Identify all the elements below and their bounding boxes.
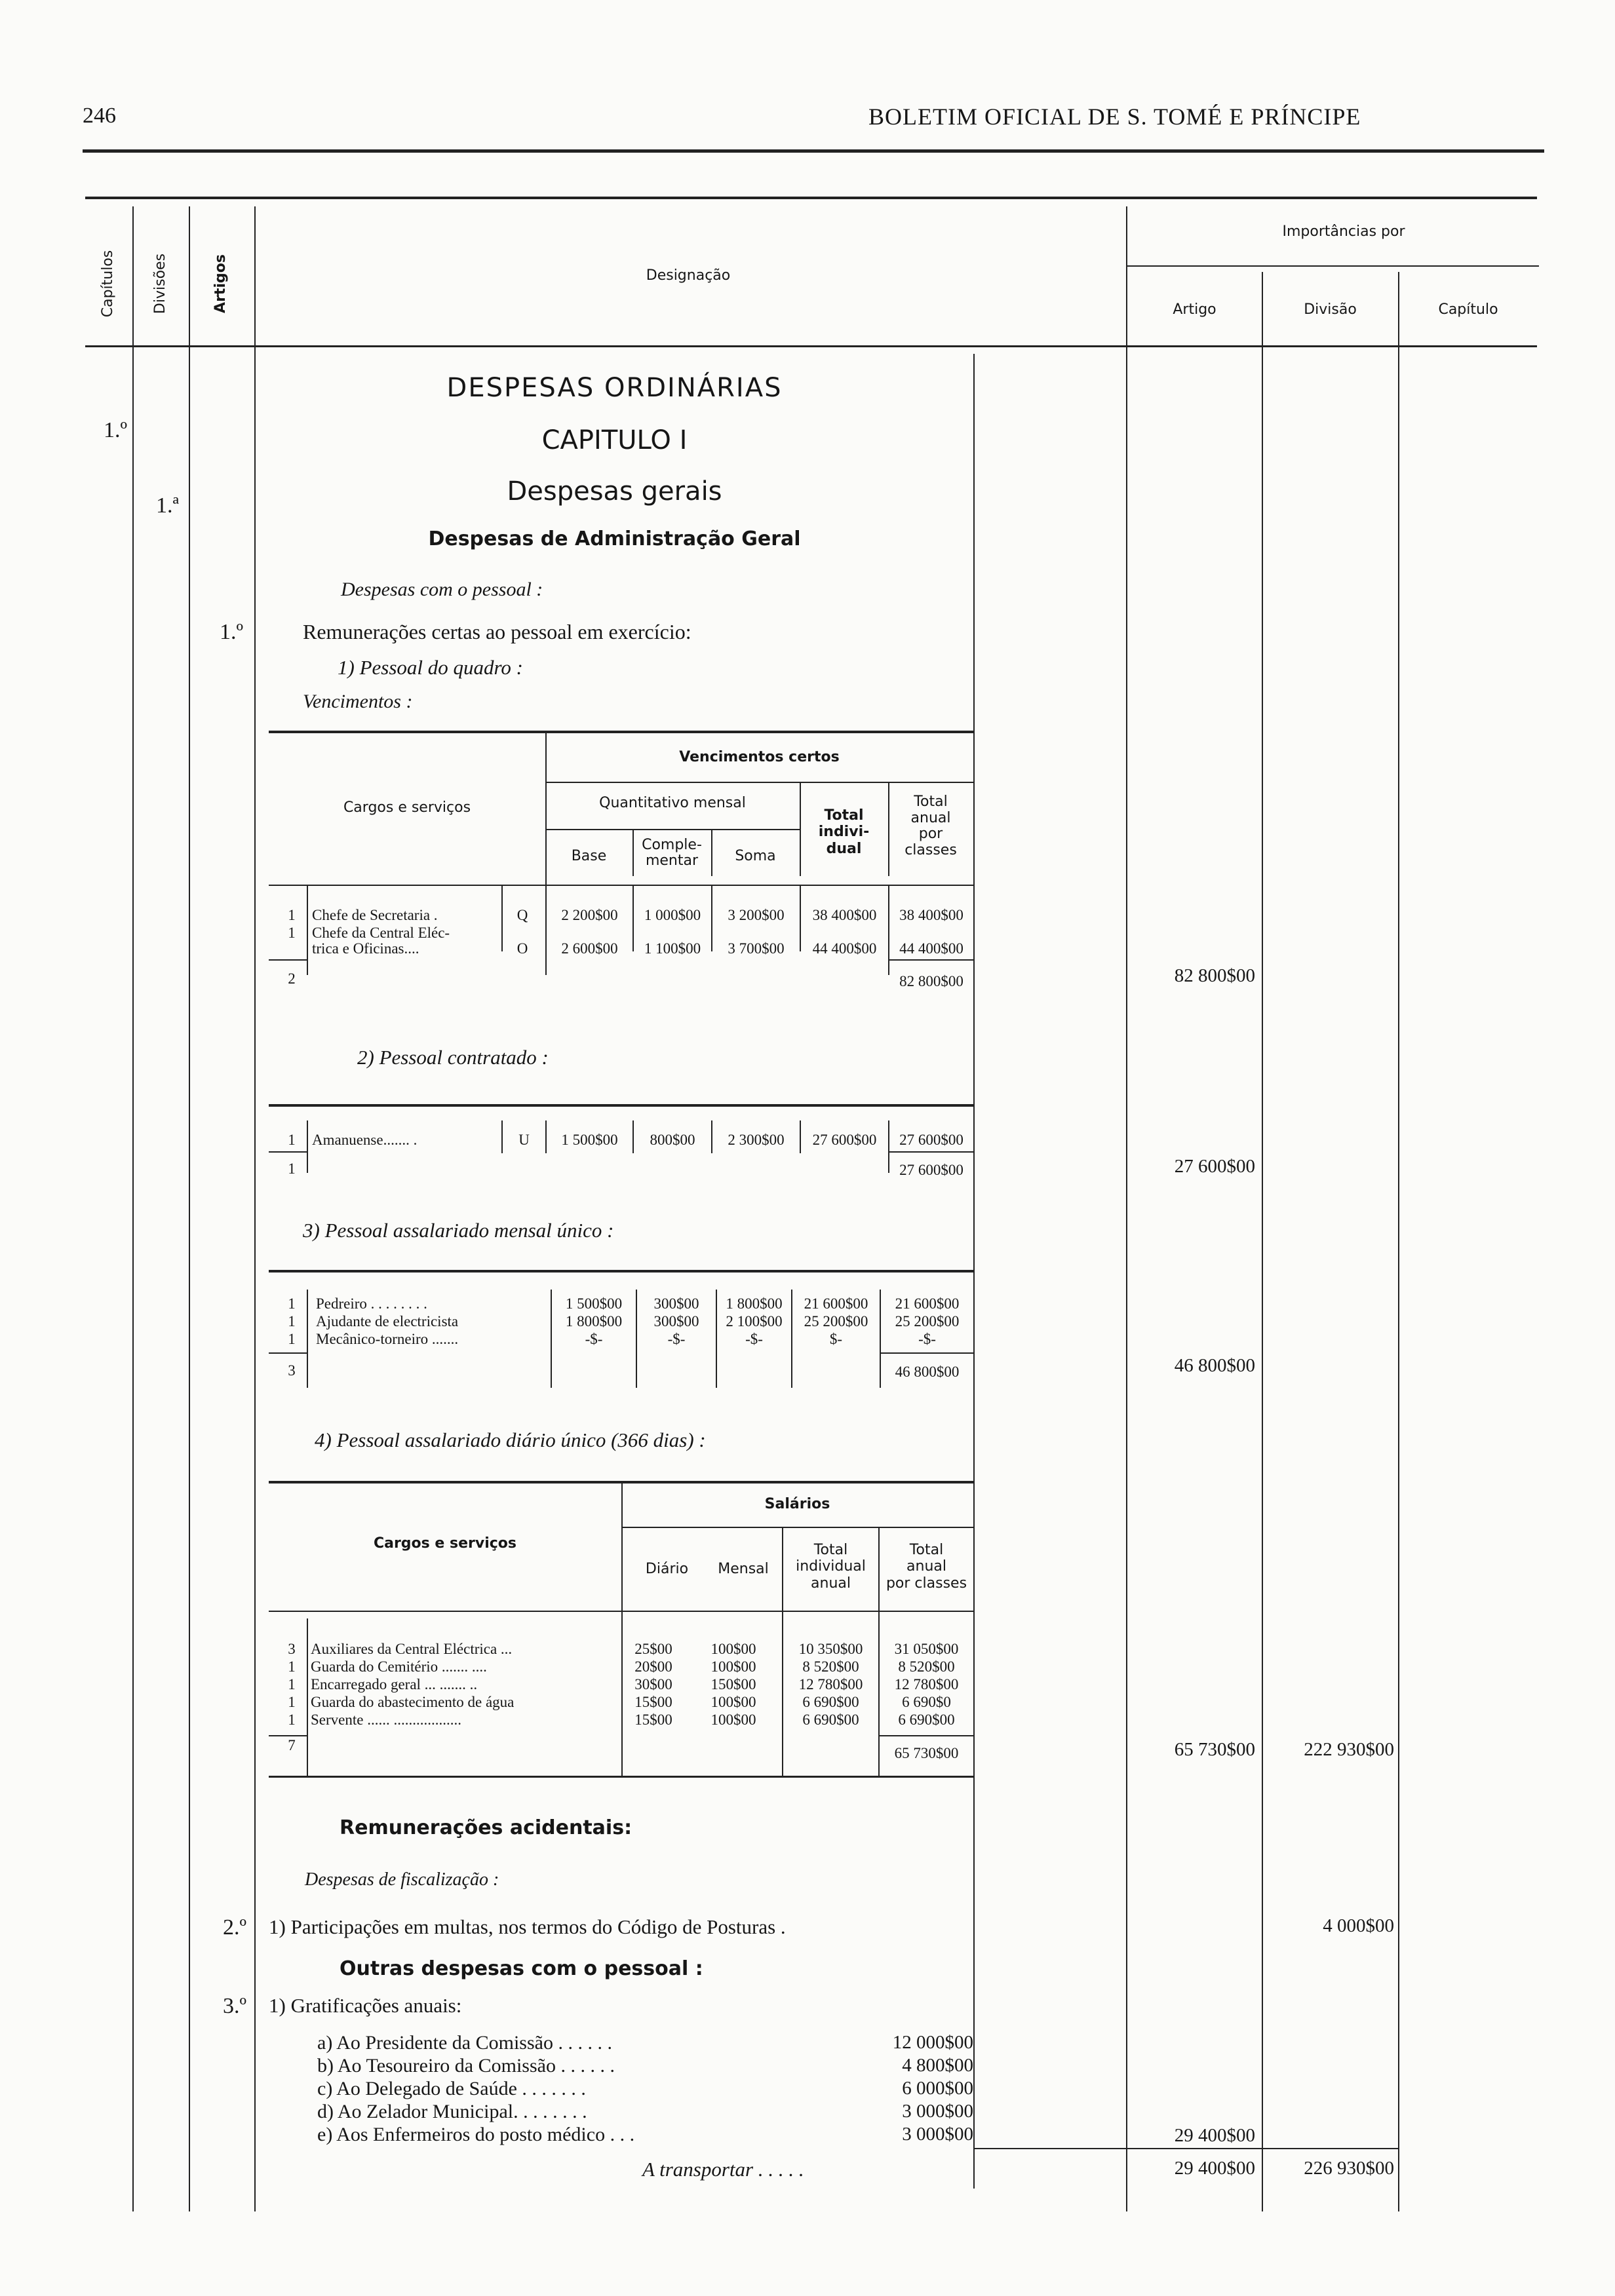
t1-r1-anual: 38 400$00	[899, 907, 963, 923]
mark-artigo-1: 1.º	[220, 620, 244, 644]
header-importancias: Importâncias por	[1282, 223, 1405, 240]
t2-r1-soma: 2 300$00	[728, 1132, 785, 1148]
t1-hdr-cargos: Cargos e serviços	[343, 799, 471, 816]
t4-r4-anual: 6 690$0	[902, 1694, 951, 1710]
t4-line-n	[307, 1618, 308, 1776]
t3-r2-comp: 300$00	[653, 1313, 699, 1330]
t1-r1-n: 1	[288, 907, 296, 923]
heading-administracao: Despesas de Administração Geral	[428, 527, 801, 550]
t1-r2-base: 2 600$00	[561, 940, 618, 957]
t2-r1-n: 1	[288, 1132, 296, 1148]
t3-r2-anual: 25 200$00	[895, 1313, 960, 1330]
t3-r3-comp: -$-	[667, 1331, 686, 1347]
header-divisoes: Divisões	[152, 253, 168, 315]
t4-hdr-total-classes: Total anual por classes	[885, 1542, 967, 1592]
t3-r1-soma: 1 800$00	[726, 1295, 783, 1312]
t1-r1-cls: Q	[516, 907, 528, 923]
t4-r4-cargo: Guarda do abastecimento de água	[311, 1694, 515, 1710]
header-capitulo: Capítulo	[1438, 301, 1498, 318]
t4-r2-mensal: 100$00	[710, 1658, 756, 1675]
t2-total-rule	[889, 1151, 973, 1153]
heading-com-pessoal: Despesas com o pessoal :	[341, 579, 543, 600]
transportar-label: A transportar . . . . .	[642, 2158, 804, 2181]
t2-line-n	[307, 1120, 308, 1173]
col-line-artigos	[254, 206, 256, 2211]
mark-capitulo: 1.º	[104, 418, 128, 442]
heading-despesas-ordinarias: DESPESAS ORDINÁRIAS	[446, 373, 783, 403]
t4-r5-mensal: 100$00	[710, 1712, 756, 1728]
t3-total: 46 800$00	[895, 1364, 960, 1380]
t4-hdr-diario: Diário	[645, 1561, 689, 1577]
header-designacao: Designação	[646, 267, 731, 284]
t3-r2-n: 1	[288, 1313, 296, 1330]
outras-item-e-value: 3 000$00	[902, 2124, 973, 2145]
t4-rule-salarios	[621, 1527, 973, 1528]
t3-r3-base: -$-	[585, 1331, 603, 1347]
t2-r1-anual: 27 600$00	[899, 1132, 963, 1148]
table-top-rule	[85, 197, 1537, 199]
sec4-title: 4) Pessoal assalariado diário único (366 dias) :	[315, 1428, 706, 1451]
t4-r3-mensal: 150$00	[710, 1676, 756, 1693]
t1-hdr-soma: Soma	[735, 848, 776, 864]
t4-r1-cargo: Auxiliares da Central Eléctrica ...	[311, 1641, 513, 1657]
t3-r1-cargo: Pedreiro . . . . . . . .	[316, 1295, 427, 1312]
t1-hdr-complementar: Comple- mentar	[642, 837, 702, 870]
t2-r1-ind: 27 600$00	[812, 1132, 877, 1148]
t4-r5-cargo: Servente ...... ..................	[311, 1712, 461, 1728]
t1-total-rule-n	[269, 959, 308, 961]
t4-r4-mensal: 100$00	[710, 1694, 756, 1710]
header-rule	[83, 149, 1544, 153]
t4-r2-cargo: Guarda do Cemitério ....... ....	[311, 1658, 487, 1675]
t4-total-n: 7	[288, 1737, 296, 1753]
heading-remuneracoes-certas: Remunerações certas ao pessoal em exercício:	[303, 620, 691, 643]
t1-rule-body	[269, 885, 973, 886]
t3-r3-n: 1	[288, 1331, 296, 1347]
t4-r3-ind: 12 780$00	[798, 1676, 863, 1693]
page-title: BOLETIM OFICIAL DE S. TOMÉ E PRÍNCIPE	[868, 104, 1361, 130]
t3-line-n	[307, 1290, 308, 1388]
t1-total-rule	[889, 959, 973, 961]
t4-hdr-cargos: Cargos e serviços	[373, 1535, 517, 1552]
t2-r1-cargo: Amanuense....... .	[312, 1132, 418, 1148]
t2-r1-cls: U	[518, 1132, 530, 1148]
t1-top-rule	[269, 731, 973, 733]
t3-r1-comp: 300$00	[653, 1295, 699, 1312]
acidentais-fiscalizacao: Despesas de fiscalização :	[305, 1869, 499, 1890]
t4-total-rule	[880, 1735, 973, 1736]
t4-r1-n: 3	[288, 1641, 296, 1657]
t2-top-rule	[269, 1104, 973, 1107]
heading-pessoal-quadro: 1) Pessoal do quadro :	[338, 656, 523, 679]
t1-hdr-base: Base	[571, 848, 607, 864]
t2-total-rule-n	[269, 1151, 308, 1153]
transportar-rule	[973, 2148, 1399, 2149]
t3-r2-base: 1 800$00	[565, 1313, 623, 1330]
t4-r5-anual: 6 690$00	[898, 1712, 955, 1728]
outras-item-d-label: d) Ao Zelador Municipal. . . . . . . .	[317, 2101, 587, 2122]
heading-vencimentos: Vencimentos :	[303, 691, 413, 712]
t3-top-rule	[269, 1270, 973, 1272]
t1-r2-n: 1	[288, 925, 296, 941]
header-capitulos: Capítulos	[100, 250, 116, 318]
t1-r2-ind: 44 400$00	[812, 940, 877, 957]
outras-item-c-label: c) Ao Delegado de Saúde . . . . . . .	[317, 2078, 586, 2099]
t2-r1-comp: 800$00	[650, 1132, 695, 1148]
t4-r3-cargo: Encarregado geral ... ....... ..	[311, 1676, 478, 1693]
t2-artigo-total: 27 600$00	[1174, 1156, 1255, 1177]
col-line-capitulo	[1398, 272, 1399, 2211]
outras-title: Outras despesas com o pessoal :	[340, 1957, 703, 1980]
t1-rule-quant	[545, 829, 800, 830]
outras-item-e-label: e) Aos Enfermeiros do posto médico . . .	[317, 2124, 635, 2145]
t1-r1-cargo: Chefe de Secretaria .	[312, 907, 438, 923]
mark-artigo-2: 2.º	[223, 1915, 247, 1940]
t3-total-n: 3	[288, 1362, 296, 1379]
outras-artigo-total: 29 400$00	[1174, 2125, 1255, 2146]
mark-artigo-3: 3.º	[223, 1994, 247, 2018]
t4-r4-n: 1	[288, 1694, 296, 1710]
page-number: 246	[83, 104, 116, 128]
t4-r1-diario: 25$00	[634, 1641, 672, 1657]
outras-item-b-label: b) Ao Tesoureiro da Comissão . . . . . .	[317, 2055, 615, 2076]
t4-divisao-total: 222 930$00	[1304, 1739, 1394, 1760]
t4-hdr-salarios: Salários	[764, 1496, 830, 1512]
t4-total-rule-n	[269, 1735, 308, 1736]
t3-r2-soma: 2 100$00	[726, 1313, 783, 1330]
outras-item-a-label: a) Ao Presidente da Comissão . . . . . .	[317, 2032, 612, 2054]
t4-r3-diario: 30$00	[634, 1676, 672, 1693]
col-line-capitulos	[132, 206, 134, 2211]
outras-item-c-value: 6 000$00	[902, 2078, 973, 2099]
t1-r1-soma: 3 200$00	[728, 907, 785, 923]
sec2-title: 2) Pessoal contratado :	[357, 1046, 549, 1069]
t1-hdr-vencimentos: Vencimentos certos	[679, 749, 840, 765]
transportar-divisao: 226 930$00	[1304, 2158, 1394, 2179]
t3-r3-anual: -$-	[918, 1331, 936, 1347]
t1-hdr-quantitativo: Quantitativo mensal	[599, 795, 746, 811]
t4-r2-diario: 20$00	[634, 1658, 672, 1675]
header-artigo: Artigo	[1173, 301, 1216, 318]
t4-hdr-total-ind: Total individual anual	[796, 1542, 866, 1592]
outras-item-a-value: 12 000$00	[892, 2032, 973, 2053]
t3-r3-soma: -$-	[745, 1331, 763, 1347]
t4-hdr-mensal: Mensal	[718, 1561, 769, 1577]
t1-total: 82 800$00	[899, 973, 963, 989]
t1-line-n	[307, 886, 308, 975]
outras-item-b-value: 4 800$00	[902, 2055, 973, 2076]
outras-item-d-value: 3 000$00	[902, 2101, 973, 2122]
t1-artigo-total: 82 800$00	[1174, 965, 1255, 986]
header-artigos: Artigos	[212, 254, 229, 313]
designation-right-line	[973, 354, 975, 2189]
t1-r2-soma: 3 700$00	[728, 940, 785, 957]
t3-r3-cargo: Mecânico-torneiro .......	[316, 1331, 459, 1347]
t3-r1-n: 1	[288, 1295, 296, 1312]
t1-rule-venc	[545, 782, 973, 783]
col-line-divisoes	[189, 206, 190, 2211]
t1-r1-comp: 1 000$00	[644, 907, 701, 923]
t3-r1-anual: 21 600$00	[895, 1295, 960, 1312]
t4-r3-anual: 12 780$00	[894, 1676, 959, 1693]
t4-r3-n: 1	[288, 1676, 296, 1693]
t4-artigo-total: 65 730$00	[1174, 1739, 1255, 1760]
t4-r2-n: 1	[288, 1658, 296, 1675]
t1-r1-base: 2 200$00	[561, 907, 618, 923]
heading-despesas-gerais: Despesas gerais	[507, 476, 722, 507]
t1-hdr-total-anual: Total anual por classes	[905, 794, 957, 858]
acidentais-item: 1) Participações em multas, nos termos do Código de Posturas .	[269, 1915, 786, 1938]
acidentais-value: 4 000$00	[1323, 1915, 1394, 1936]
t3-r3-ind: $-	[829, 1331, 843, 1347]
mark-divisao: 1.ª	[156, 493, 179, 518]
t4-r1-anual: 31 050$00	[894, 1641, 959, 1657]
t4-r5-n: 1	[288, 1712, 296, 1728]
col-line-artigo	[1126, 206, 1127, 2211]
transportar-artigo: 29 400$00	[1174, 2158, 1255, 2179]
header-bottom-rule	[85, 345, 1537, 347]
t4-r5-ind: 6 690$00	[802, 1712, 859, 1728]
t1-r2-comp: 1 100$00	[644, 940, 701, 957]
t4-bottom-rule	[269, 1776, 973, 1778]
t1-r1-ind: 38 400$00	[812, 907, 877, 923]
t3-r1-base: 1 500$00	[565, 1295, 623, 1312]
t2-total-n: 1	[288, 1160, 296, 1177]
acidentais-title: Remunerações acidentais:	[340, 1816, 632, 1839]
t3-artigo-total: 46 800$00	[1174, 1355, 1255, 1376]
t4-r1-mensal: 100$00	[710, 1641, 756, 1657]
header-divisao: Divisão	[1304, 301, 1357, 318]
t4-r2-anual: 8 520$00	[898, 1658, 955, 1675]
t1-hdr-total-ind: Total indivi- dual	[818, 807, 870, 857]
t1-r2-anual: 44 400$00	[899, 940, 963, 957]
t4-total: 65 730$00	[894, 1745, 959, 1761]
t4-r5-diario: 15$00	[634, 1712, 672, 1728]
t3-r2-cargo: Ajudante de electricista	[316, 1313, 459, 1330]
outras-gratificacoes: 1) Gratificações anuais:	[269, 1994, 462, 2017]
t4-r4-diario: 15$00	[634, 1694, 672, 1710]
t4-r2-ind: 8 520$00	[802, 1658, 859, 1675]
t1-r2-cargo: Chefe da Central Eléc- trica e Oficinas....	[312, 925, 450, 957]
t4-rule-body	[269, 1611, 973, 1612]
t3-r2-ind: 25 200$00	[804, 1313, 868, 1330]
t1-line-ind	[888, 886, 889, 975]
t2-r1-base: 1 500$00	[561, 1132, 618, 1148]
t4-r1-ind: 10 350$00	[798, 1641, 863, 1657]
heading-capitulo: CAPITULO I	[541, 425, 688, 455]
t2-total: 27 600$00	[899, 1162, 963, 1178]
t3-r1-ind: 21 600$00	[804, 1295, 868, 1312]
t3-total-rule	[881, 1352, 973, 1354]
importancias-rule	[1126, 265, 1539, 267]
sec3-title: 3) Pessoal assalariado mensal único :	[303, 1219, 614, 1242]
t4-r4-ind: 6 690$00	[802, 1694, 859, 1710]
t3-total-rule-n	[269, 1352, 308, 1354]
t1-total-n: 2	[288, 970, 296, 987]
t1-r2-cls: O	[516, 940, 528, 957]
